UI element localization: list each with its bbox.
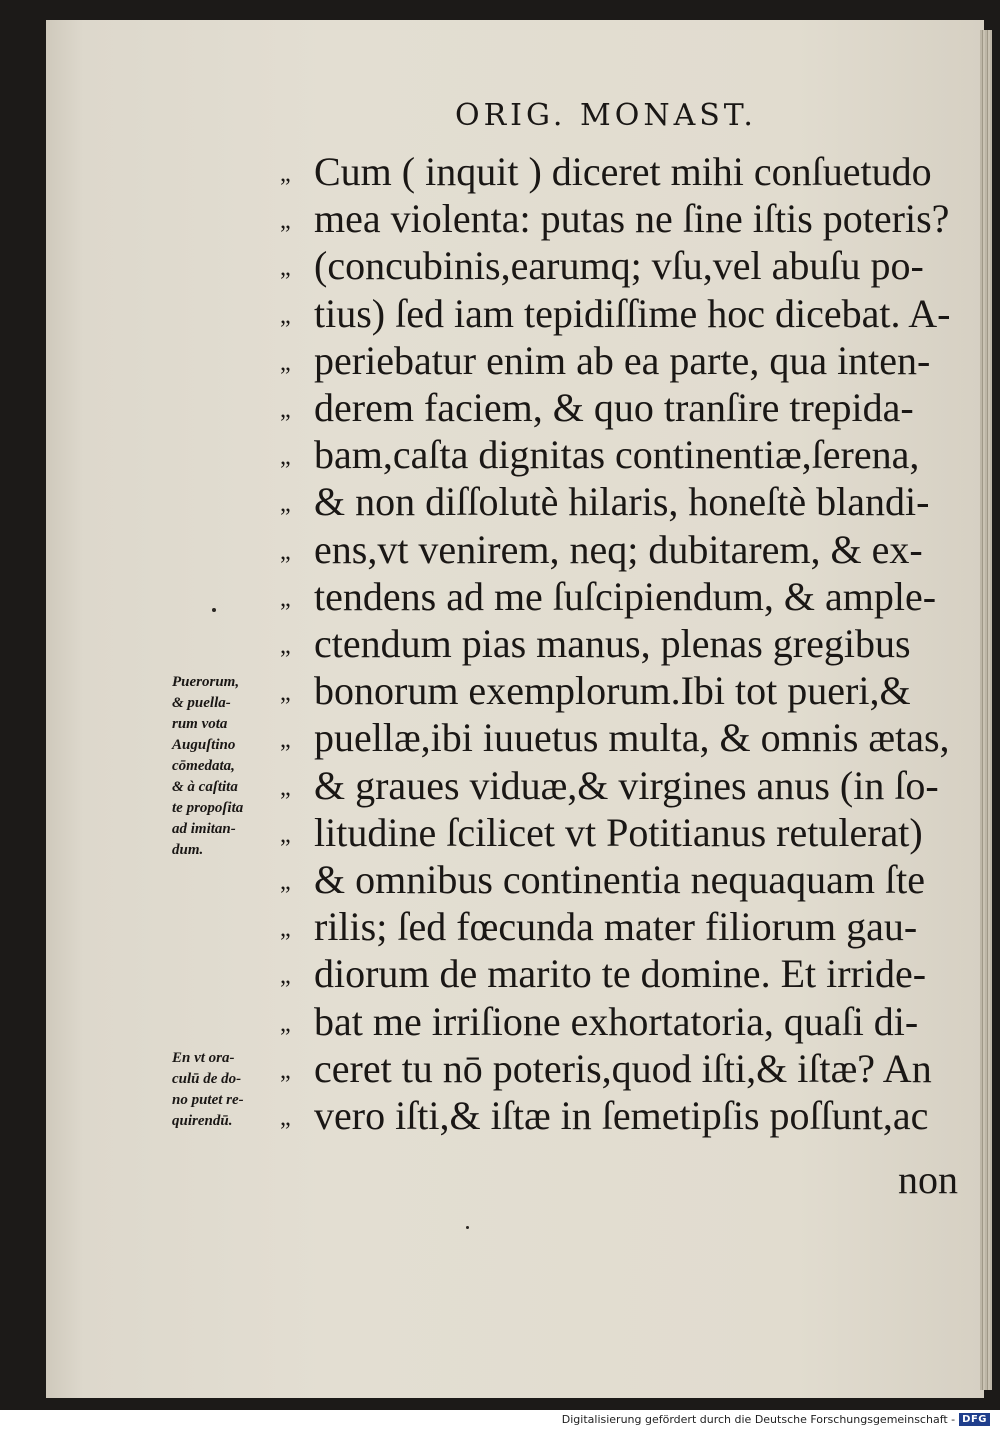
line-text: bat me irriſione exhortatoria, quaſi di- [314,998,919,1044]
line-text: mea violenta: putas ne ſine iſtis poteris? [314,196,950,242]
quote-mark: „ [280,916,289,943]
line-text: Cum ( inquit ) diceret mihi conſuetudo [314,149,932,194]
line-text: puellæ,ibi iuuetus multa, & omnis ætas, [314,715,950,761]
text-line [280,950,926,1000]
text-line [280,573,936,623]
line-text: ctendum pias manus, plenas gregibus [314,621,911,666]
marginal-note-line: & à caſtita [172,779,238,795]
text-line [280,195,949,245]
quote-mark: „ [280,774,289,801]
marginal-note-line: & puella- [172,695,231,711]
text-line [280,478,929,528]
dfg-logo: DFG [959,1413,990,1426]
marginal-note-line: En vt ora- [172,1050,235,1066]
page-edge [980,30,992,1390]
line-text: & graues viduæ,& virgines anus (in ſo- [314,762,939,808]
text-line [280,620,911,670]
quote-mark: „ [280,633,289,659]
line-text: bonorum exemplorum.Ibi tot pueri,& [314,668,911,714]
quote-mark: „ [280,1010,289,1037]
line-text: bam,caſta dignitas continentiæ,ſerena, [314,432,920,478]
line-text: diorum de marito te domine. Et irride- [314,951,927,997]
quote-mark: „ [280,491,289,518]
line-text: ens,vt venirem, neq; dubitarem, & ex- [314,526,923,572]
text-line [280,431,919,481]
line-text: (concubinis,earumq; vſu,vel abuſu po- [314,243,924,289]
text-line [280,1045,932,1095]
marginal-note-line: quirendū. [172,1113,233,1129]
marginal-note-line: cōmedata, [172,758,235,774]
text-line [280,809,923,859]
marginal-note-2 [172,1048,284,1132]
text-line [280,290,951,340]
quote-mark: „ [280,869,289,895]
quote-mark: „ [280,302,289,329]
text-line [280,242,924,292]
quote-mark: „ [280,397,289,423]
ink-speck [212,608,216,612]
marginal-note-line: Puerorum, [172,674,240,690]
line-text: litudine ſcilicet vt Potitianus retulerat) [314,809,923,855]
marginal-note-line: culū de do- [172,1071,242,1087]
quote-mark: „ [280,349,289,376]
marginal-note-line: Auguſtino [172,737,236,753]
quote-mark: „ [280,963,289,990]
line-text: & omnibus continentia nequaquam ſte [314,857,925,902]
text-line [280,998,918,1048]
line-text: tendens ad me ſuſcipiendum, & ample- [314,573,937,619]
text-line [280,384,914,434]
text-line [280,337,930,387]
quote-mark: „ [280,208,289,235]
marginal-note-line: no putet re- [172,1092,244,1108]
line-text: periebatur enim ab ea parte, qua inten- [314,337,931,383]
text-line [280,903,917,953]
text-line [280,667,911,717]
line-text: tius) ſed iam tepidiſſime hoc dicebat. A- [314,290,951,336]
line-text: & non diſſolutè hilaris, honeſtè blandi- [314,479,930,525]
marginal-note-line: rum vota [172,716,228,732]
ink-speck [466,1226,469,1229]
quote-mark: „ [280,585,289,612]
marginal-note-line: te propoſita [172,800,244,816]
marginal-note-line: ad imitan- [172,821,236,837]
quote-mark: „ [280,1105,289,1131]
line-text: ceret tu nō poteris,quod iſti,& iſtæ? An [314,1045,932,1091]
footer-text: Digitalisierung gefördert durch die Deutsche Forschungsgemeinschaft - [561,1412,956,1426]
text-line [280,714,950,764]
marginal-note-1 [172,672,284,861]
quote-mark: „ [280,538,289,565]
footer-credit [562,1411,990,1427]
line-text: vero iſti,& iſtæ in ſemetipſis poſſunt,ac [314,1093,929,1138]
quote-mark: „ [280,1057,289,1084]
line-text: derem faciem, & quo tranſire trepida- [314,385,914,430]
quote-mark: „ [280,821,289,848]
text-line [280,1092,928,1142]
quote-mark: „ [280,255,289,282]
catchword: non [898,1157,958,1202]
text-line [280,762,939,812]
text-line [280,526,923,576]
quote-mark: „ [280,727,289,754]
text-line [280,856,925,906]
running-head: ORIG. MONAST. [455,98,757,133]
quote-mark: „ [280,161,289,187]
marginal-note-line: dum. [172,842,204,858]
quote-mark: „ [280,444,289,471]
line-text: rilis; ſed fœcunda mater filiorum gau- [314,904,918,950]
quote-mark: „ [280,680,289,707]
text-line [280,148,932,198]
